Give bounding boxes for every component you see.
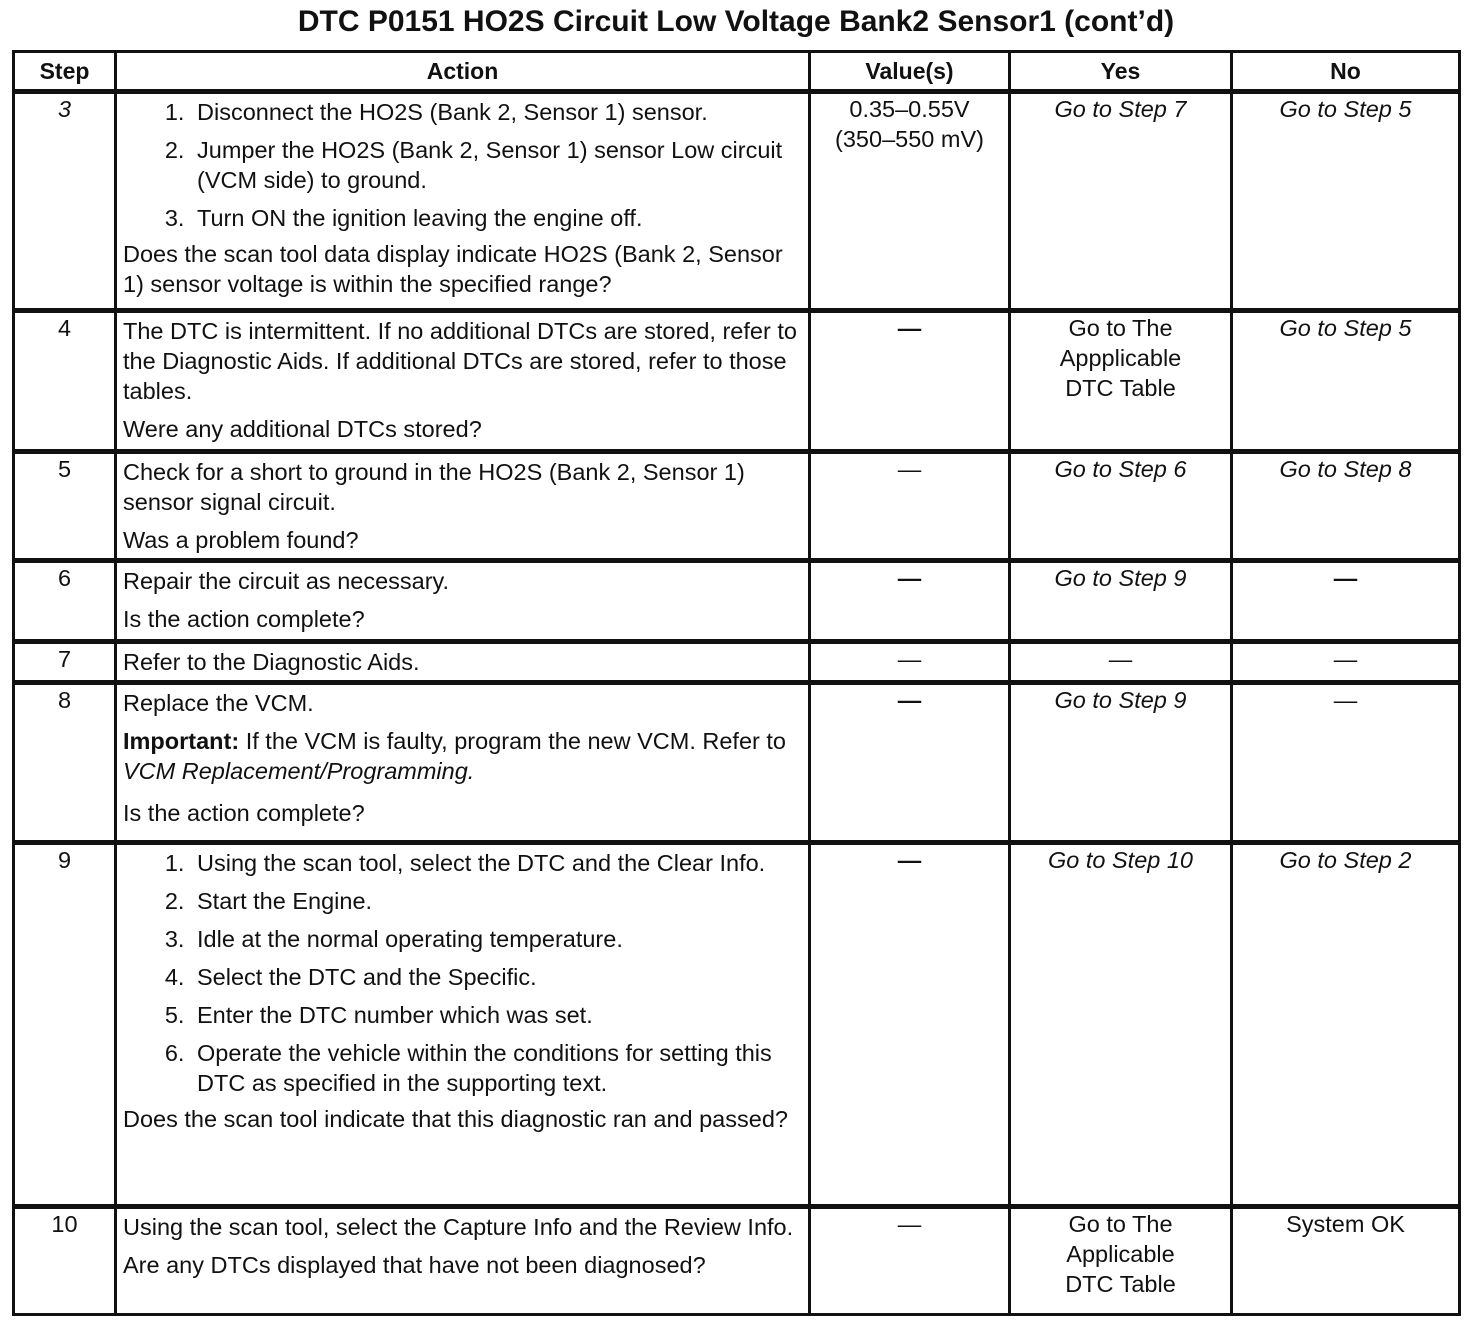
table-row: [14, 683, 1460, 843]
no-cell: System OK: [1232, 1207, 1460, 1315]
value-cell: —: [810, 561, 1010, 642]
action-text: Replace the VCM.: [123, 690, 314, 716]
action-list-item: 4. Select the DTC and the Specific.: [191, 962, 800, 992]
value-cell: —: [810, 683, 1010, 843]
table-row: [14, 92, 1460, 311]
header-step: Step: [14, 52, 116, 92]
action-question: Is the action complete?: [123, 800, 365, 826]
header-no: No: [1232, 52, 1460, 92]
table-row: [14, 843, 1460, 1207]
step-number: 8: [14, 683, 116, 843]
table-header-row: [14, 52, 1460, 92]
action-question: Does the scan tool data display indicate HO2S (Bank 2, Sensor 1) sensor voltage is within the specified range?: [123, 241, 783, 297]
table-row: [14, 561, 1460, 642]
action-list-item: 2. Jumper the HO2S (Bank 2, Sensor 1) sensor Low circuit (VCM side) to ground.: [191, 135, 800, 195]
no-cell: Go to Step 5: [1232, 311, 1460, 452]
no-cell: —: [1232, 683, 1460, 843]
no-cell: —: [1232, 642, 1460, 683]
yes-cell: Go to Step 7: [1010, 92, 1232, 311]
action-cell: [116, 311, 810, 452]
action-question: Were any additional DTCs stored?: [123, 416, 482, 442]
yes-cell: —: [1010, 642, 1232, 683]
no-cell: —: [1232, 561, 1460, 642]
action-list-item: 5. Enter the DTC number which was set.: [191, 1000, 800, 1030]
action-question: Does the scan tool indicate that this diagnostic ran and passed?: [123, 1106, 788, 1132]
important-label: Important:: [123, 728, 240, 754]
action-cell: [116, 561, 810, 642]
step-number: 7: [14, 642, 116, 683]
yes-cell: Go to Step 9: [1010, 683, 1232, 843]
value-cell: —: [810, 642, 1010, 683]
action-question: Are any DTCs displayed that have not been diagnosed?: [123, 1252, 706, 1278]
action-text: Using the scan tool, select the Capture Info and the Review Info.: [123, 1214, 794, 1240]
action-list-item: 3. Idle at the normal operating temperature.: [191, 924, 800, 954]
value-cell: —: [810, 1207, 1010, 1315]
step-number: 9: [14, 843, 116, 1207]
action-cell: [116, 683, 810, 843]
step-number: 6: [14, 561, 116, 642]
action-cell: [116, 1207, 810, 1315]
action-cell: [116, 92, 810, 311]
no-cell: Go to Step 2: [1232, 843, 1460, 1207]
value-range: 0.35–0.55V: [849, 96, 970, 122]
action-list-item: 1. Using the scan tool, select the DTC and the Clear Info.: [191, 848, 800, 878]
table-row: [14, 311, 1460, 452]
action-list-item: 1. Disconnect the HO2S (Bank 2, Sensor 1) sensor.: [191, 97, 800, 127]
step-number: 4: [14, 311, 116, 452]
step-number: 10: [14, 1207, 116, 1315]
table-row: [14, 1207, 1460, 1315]
value-cell: —: [810, 452, 1010, 561]
yes-cell: Go to The Applicable DTC Table: [1010, 1207, 1232, 1315]
no-cell: Go to Step 5: [1232, 92, 1460, 311]
action-list-item: 6. Operate the vehicle within the conditions for setting this DTC as specified in the supporting text.: [191, 1038, 800, 1098]
action-text: Repair the circuit as necessary.: [123, 568, 450, 594]
page-title: DTC P0151 HO2S Circuit Low Voltage Bank2 Sensor1 (cont’d): [297, 5, 1175, 38]
header-action: Action: [116, 52, 810, 92]
header-values: Value(s): [810, 52, 1010, 92]
yes-cell: Go to Step 6: [1010, 452, 1232, 561]
action-question: Was a problem found?: [123, 527, 359, 553]
dtc-table: [12, 50, 1461, 1316]
yes-cell: Go to The Appplicable DTC Table: [1010, 311, 1232, 452]
yes-cell: Go to Step 9: [1010, 561, 1232, 642]
value-cell: —: [810, 843, 1010, 1207]
action-question: Is the action complete?: [123, 606, 365, 632]
action-text: Refer to the Diagnostic Aids.: [123, 649, 420, 675]
action-text: Check for a short to ground in the HO2S (Bank 2, Sensor 1) sensor signal circuit.: [123, 459, 745, 515]
yes-cell: Go to Step 10: [1010, 843, 1232, 1207]
action-cell: [116, 843, 810, 1207]
value-range-mv: (350–550 mV): [835, 126, 984, 152]
value-cell: [810, 92, 1010, 311]
table-row: [14, 642, 1460, 683]
step-number: 3: [14, 92, 116, 311]
action-text: The DTC is intermittent. If no additional DTCs are stored, refer to the Diagnostic Aids. If additional DTCs are stored, refer to those tables.: [123, 318, 797, 404]
value-cell: —: [810, 311, 1010, 452]
table-row: [14, 452, 1460, 561]
important-reference: VCM Replacement/Programming.: [123, 758, 475, 784]
step-number: 5: [14, 452, 116, 561]
action-list-item: 2. Start the Engine.: [191, 886, 800, 916]
important-text: If the VCM is faulty, program the new VCM. Refer to: [239, 728, 786, 754]
action-cell: [116, 452, 810, 561]
action-list-item: 3. Turn ON the ignition leaving the engine off.: [191, 203, 800, 233]
important-note: [123, 726, 800, 786]
header-yes: Yes: [1010, 52, 1232, 92]
no-cell: Go to Step 8: [1232, 452, 1460, 561]
action-cell: [116, 642, 810, 683]
